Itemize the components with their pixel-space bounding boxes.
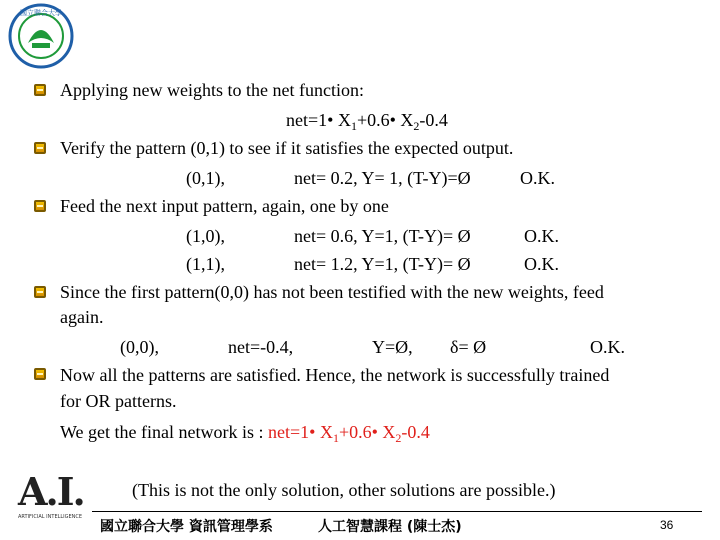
formula-part: +0.6• X (338, 422, 396, 442)
final-formula (268, 422, 430, 445)
footer-course: 人工智慧課程 (陳士杰) (318, 519, 462, 535)
pattern-cell: (1,0), (186, 226, 225, 246)
subscript: 2 (413, 119, 420, 133)
bullet-icon (34, 142, 46, 154)
footer-divider (92, 511, 702, 512)
pattern-cell: net=-0.4, (228, 337, 294, 357)
bullet-icon (34, 368, 46, 380)
formula-part: -0.4 (419, 110, 448, 130)
formula-line (286, 109, 448, 131)
pattern-cell: net= 0.2, Y= 1, (T-Y)=Ø (294, 168, 471, 188)
footer-university: 國立聯合大學 資訊管理學系 (100, 519, 273, 535)
pattern-cell: (0,1), (186, 168, 225, 188)
final-network-line (60, 421, 430, 443)
formula-part: +0.6• X (356, 110, 414, 130)
pattern-cell: Y=Ø, (372, 337, 413, 357)
ai-logo (18, 469, 84, 530)
subscript: 1 (332, 431, 339, 445)
pattern-cell: (0,0), (120, 337, 159, 357)
text-line: Verify the pattern (0,1) to see if it satisfies the expected output. (60, 138, 514, 158)
ai-logo-text: A.I. (18, 469, 84, 514)
bullet-icon (34, 84, 46, 96)
bullet-icon (34, 286, 46, 298)
bullet-icon (34, 200, 46, 212)
text-line: Now all the patterns are satisfied. Hence, the network is successfully trained (60, 365, 610, 385)
university-seal-logo (8, 3, 74, 69)
pattern-cell: O.K. (520, 168, 555, 188)
subscript: 1 (350, 119, 357, 133)
svg-text:國立聯合大學: 國立聯合大學 (20, 9, 62, 17)
page-number: 36 (660, 518, 674, 532)
text-line: Applying new weights to the net function: (60, 80, 364, 100)
formula-part: net=1• X (268, 422, 333, 442)
formula-part: -0.4 (401, 422, 430, 442)
formula-part: net=1• X (286, 110, 351, 130)
ai-logo-caption: ARTIFICIAL INTELLIGENCE (18, 514, 83, 520)
text-line: for OR patterns. (60, 391, 177, 411)
pattern-cell: net= 0.6, Y=1, (T-Y)= Ø (294, 226, 471, 246)
subscript: 2 (395, 431, 402, 445)
pattern-cell: δ= Ø (450, 337, 487, 357)
pattern-cell: O.K. (524, 254, 559, 274)
final-network-prefix: We get the final network is : (60, 422, 268, 442)
note-line: (This is not the only solution, other solutions are possible.) (132, 480, 556, 500)
pattern-cell: net= 1.2, Y=1, (T-Y)= Ø (294, 254, 471, 274)
pattern-cell: (1,1), (186, 254, 225, 274)
text-line: Since the first pattern(0,0) has not been testified with the new weights, feed (60, 282, 604, 302)
pattern-cell: O.K. (524, 226, 559, 246)
text-line: again. (60, 307, 104, 327)
pattern-cell: O.K. (590, 337, 625, 357)
text-line: Feed the next input pattern, again, one by one (60, 196, 389, 216)
